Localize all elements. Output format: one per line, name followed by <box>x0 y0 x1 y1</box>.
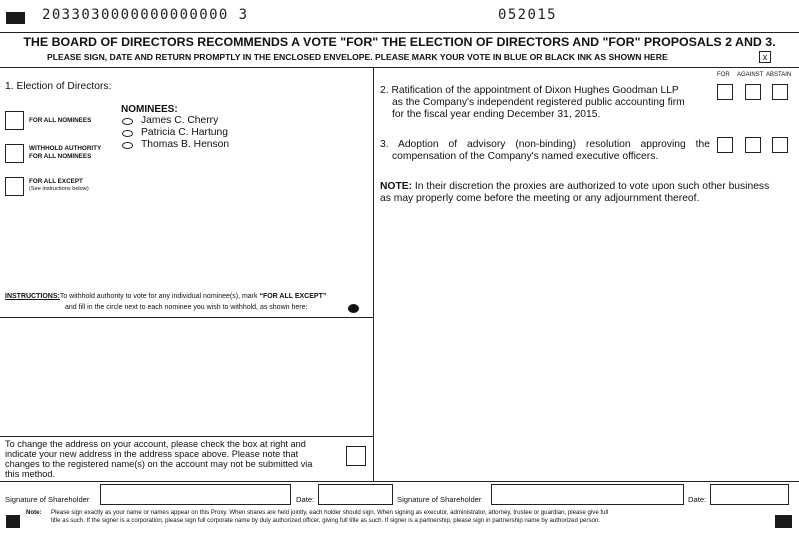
address-change-text <box>5 439 312 479</box>
for-all-nominees-label: FOR ALL NOMINEES <box>29 117 92 124</box>
header-top-rule <box>0 32 799 33</box>
date-1-label: Date: <box>296 495 315 504</box>
for-all-except-label: FOR ALL EXCEPT <box>29 178 83 185</box>
signature-1-label: Signature of Shareholder <box>5 495 90 504</box>
column-divider <box>373 67 374 481</box>
nominee-1-circle[interactable] <box>122 118 133 125</box>
date-1-field[interactable] <box>318 484 393 505</box>
proxy-note-line-2: as may properly come before the meeting or any adjournment thereof. <box>380 193 700 204</box>
footer-note-line-2: title as such. If the signer is a corporation, please sign full corporate name by duly authorized officer, giving full title as such. If signer is a partnership, please sign in partnership name by authorized person. <box>51 517 600 524</box>
nominee-1-name: James C. Cherry <box>141 115 219 126</box>
address-change-line-2: indicate your new address in the address space above. Please note that <box>5 449 299 459</box>
filled-circle-example <box>348 304 359 313</box>
address-change-line-1: To change the address on your account, please check the box at right and <box>5 439 306 449</box>
proposal2-line-1: 2. Ratification of the appointment of Dixon Hughes Goodman LLP <box>380 85 679 96</box>
address-change-line-4: this method. <box>5 469 56 479</box>
proxy-note-label: NOTE: <box>380 181 413 192</box>
signature-2-label: Signature of Shareholder <box>397 495 482 504</box>
sign-instructions-heading: PLEASE SIGN, DATE AND RETURN PROMPTLY IN THE ENCLOSED ENVELOPE. PLEASE MARK YOUR VOTE IN BLUE OR BLACK INK AS SHOWN HERE <box>47 52 668 62</box>
registration-mark-top-left <box>6 12 25 24</box>
registration-mark-bottom-left <box>6 515 20 528</box>
registration-mark-bottom-right <box>775 515 792 528</box>
signature-top-rule <box>0 481 799 482</box>
proposal2-against-checkbox[interactable] <box>745 84 761 100</box>
instructions-line-1 <box>5 293 326 300</box>
board-recommendation-heading: THE BOARD OF DIRECTORS RECOMMENDS A VOTE "FOR" THE ELECTION OF DIRECTORS AND "FOR" PROPOSALS 2 AND 3. <box>23 35 776 49</box>
for-all-except-hint: (See instructions below) <box>29 186 89 192</box>
proposal3-against-checkbox[interactable] <box>745 137 761 153</box>
proxy-note-line-1 <box>380 181 769 193</box>
form-code-number: 052015 <box>498 7 557 23</box>
proposal3-abstain-checkbox[interactable] <box>772 137 788 153</box>
proxy-note-text: In their discretion the proxies are authorized to vote upon such other business <box>412 181 770 192</box>
proposal2-line-3: for the fiscal year ending December 31, 2015. <box>392 109 601 120</box>
for-all-nominees-checkbox[interactable] <box>5 111 24 130</box>
for-column-header: FOR <box>717 72 730 78</box>
footer-note-label: Note: <box>26 509 42 516</box>
instructions-emphasis: “FOR ALL EXCEPT” <box>259 293 327 300</box>
date-2-label: Date: <box>688 495 707 504</box>
proposal2-for-checkbox[interactable] <box>717 84 733 100</box>
nominee-3-circle[interactable] <box>122 142 133 149</box>
against-column-header: AGAINST <box>737 72 764 78</box>
instructions-text-1: To withhold authority to vote for any individual nominee(s), mark <box>59 293 260 300</box>
withhold-authority-checkbox[interactable] <box>5 144 24 163</box>
for-all-except-checkbox[interactable] <box>5 177 24 196</box>
account-barcode-number: 2033030000000000000 3 <box>42 7 249 23</box>
nominee-3-name: Thomas B. Henson <box>141 139 230 150</box>
nominees-heading: NOMINEES: <box>121 104 178 115</box>
proposal2-abstain-checkbox[interactable] <box>772 84 788 100</box>
signature-1-field[interactable] <box>100 484 291 505</box>
instructions-text-2: and fill in the circle next to each nominee you wish to withhold, as shown here: <box>65 304 308 311</box>
footer-note-line-1: Please sign exactly as your name or names appear on this Proxy. When shares are held jointly, each holder should sign. When signing as executor, administrator, attorney, trustee or guardian, please give full <box>51 509 609 516</box>
proposal3-line-2: compensation of the Company's named executive officers. <box>392 151 659 162</box>
proposal3-line-1: 3. Adoption of advisory (non-binding) resolution approving the <box>380 139 710 150</box>
proposal3-for-checkbox[interactable] <box>717 137 733 153</box>
proposal1-title: 1. Election of Directors: <box>5 81 112 92</box>
address-change-line-3: changes to the registered name(s) on the account may not be submitted via <box>5 459 313 469</box>
withhold-authority-label-1: WITHHOLD AUTHORITY <box>29 145 102 152</box>
instructions-label: INSTRUCTIONS: <box>5 293 60 300</box>
withhold-authority-label-2: FOR ALL NOMINEES <box>29 153 92 160</box>
sample-mark-box <box>759 51 771 63</box>
header-bottom-rule <box>0 67 799 68</box>
sample-mark-x: x <box>762 52 768 62</box>
abstain-column-header: ABSTAIN <box>766 72 792 78</box>
instructions-bottom-rule <box>0 317 373 318</box>
address-change-checkbox[interactable] <box>346 446 366 466</box>
address-top-rule <box>0 436 373 437</box>
signature-2-field[interactable] <box>491 484 684 505</box>
nominee-2-circle[interactable] <box>122 130 133 137</box>
date-2-field[interactable] <box>710 484 789 505</box>
nominee-2-name: Patricia C. Hartung <box>141 127 228 138</box>
proposal2-line-2: as the Company's independent registered public accounting firm <box>392 97 685 108</box>
